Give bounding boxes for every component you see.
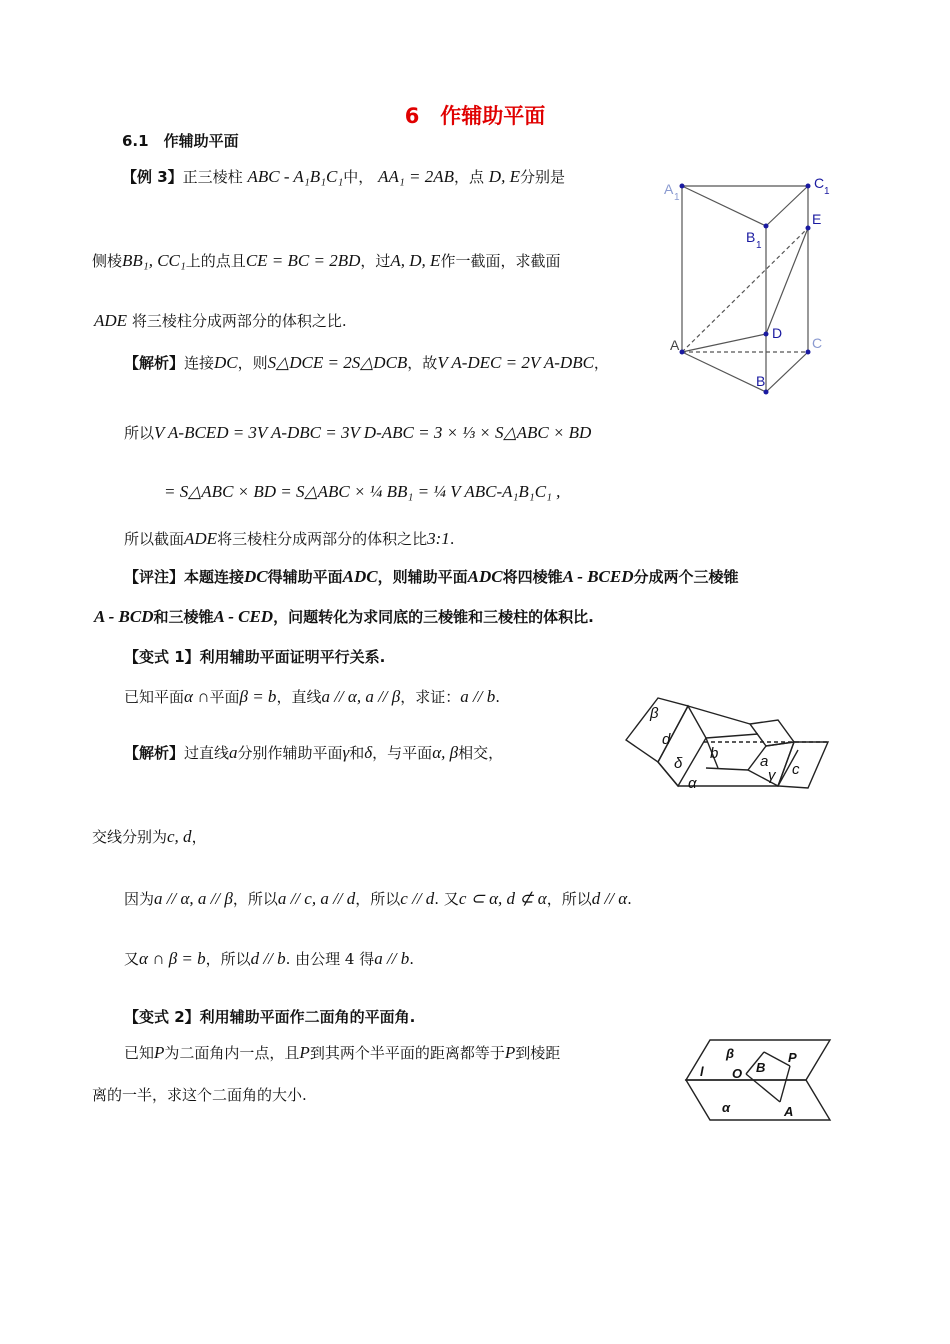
text: ，则辅助平面 (377, 568, 468, 586)
example-line-3 (94, 310, 347, 331)
label-gamma: γ (768, 767, 776, 784)
label-b: b (710, 745, 719, 762)
math: ADE (184, 529, 218, 548)
solution-line-4 (124, 528, 455, 549)
text: 利用辅助平面证明平行关系. (199, 648, 386, 666)
text: 已知平面 (124, 688, 185, 706)
label-c1-sub: 1 (824, 186, 830, 197)
text: ，所以 (205, 950, 251, 968)
variant1-solution-line-4 (124, 948, 414, 969)
label-c: c (792, 761, 800, 778)
math: β = b (239, 687, 277, 706)
text: 所以 (124, 424, 155, 442)
text: . (449, 530, 455, 548)
point-b1 (764, 224, 769, 229)
math: α, β (432, 743, 459, 762)
text: ，所以 (232, 890, 278, 908)
text: 因为 (124, 890, 155, 908)
math: γ (342, 743, 350, 762)
label-c1: C (814, 175, 825, 191)
math: a // c, a // d (277, 889, 356, 908)
text: . (627, 890, 632, 908)
point-d (764, 332, 769, 337)
point-a1 (680, 184, 685, 189)
text: ，直线 (276, 688, 322, 706)
math: δ (364, 743, 373, 762)
math: P (154, 1043, 165, 1062)
label-b: B (756, 1060, 766, 1075)
text: 和 (349, 744, 365, 762)
math: = S△ABC × BD = S△ABC × ¼ BB₁ = ¼ V ABC-A₁B₁C₁ , (164, 482, 561, 501)
text: . (409, 950, 414, 968)
math: c // d (400, 889, 435, 908)
math: ABC - A₁B₁C₁ (247, 167, 344, 186)
text: 侧棱 (92, 252, 123, 270)
prism-figure (660, 172, 840, 402)
text: 分别是 (519, 168, 565, 186)
math: AA₁ = 2AB (378, 167, 454, 186)
text: 将三棱柱分成两部分的体积之比 (217, 530, 428, 548)
text: 分成两个三棱锥 (633, 568, 739, 586)
math: d // α (591, 889, 628, 908)
label-b1-sub: 1 (756, 240, 762, 251)
math: d // b (250, 949, 286, 968)
text: ，点 (454, 168, 485, 186)
math: DC (214, 353, 238, 372)
math: a (229, 743, 238, 762)
label-alpha: α (688, 775, 697, 792)
math: A - BCD (94, 607, 154, 626)
math: a // b (374, 949, 410, 968)
text: 正三棱柱 (182, 168, 243, 186)
variant1-solution-label: 【解析】 (124, 744, 185, 762)
text: ，则 (237, 354, 268, 372)
text: . 由公理 4 得 (285, 950, 375, 968)
label-a: A (670, 337, 680, 353)
text: . 又 (434, 890, 459, 908)
text: ，故 (407, 354, 438, 372)
text: 已知 (124, 1044, 155, 1062)
text: ，所以 (546, 890, 592, 908)
point-c1 (806, 184, 811, 189)
variant1-heading (124, 646, 385, 667)
math: a // α, a // β (321, 687, 401, 706)
point-b (764, 390, 769, 395)
variant2-line-1 (124, 1042, 560, 1063)
page-title: 6 作辅助平面 (404, 104, 546, 128)
solution-label: 【解析】 (124, 354, 185, 372)
label-a1: A (664, 181, 674, 197)
label-delta: δ (674, 755, 683, 772)
label-alpha: α (722, 1100, 731, 1115)
solution-line-2 (124, 422, 591, 443)
label-l: l (700, 1064, 704, 1079)
point-e (806, 226, 811, 231)
math: CE = BC = 2BD (245, 251, 361, 270)
math: a // b (460, 687, 496, 706)
text: 到其两个半平面的距离都等于 (309, 1044, 505, 1062)
dihedral-figure (680, 1030, 860, 1130)
variant2-line-2: 离的一半，求这个二面角的大小. (92, 1086, 307, 1104)
text: 交线分别为 (92, 828, 168, 846)
label-a: a (760, 753, 769, 770)
text: 又 (124, 950, 140, 968)
label-o: O (732, 1066, 743, 1081)
label-c: C (812, 335, 823, 351)
math: S△DCE = 2S△DCB (267, 353, 408, 372)
variant2-label: 【变式 2】 (124, 1008, 200, 1026)
variant1-solution-line-2 (92, 826, 207, 847)
example-line-1 (122, 166, 565, 187)
variant1-question (124, 686, 500, 707)
section-heading: 6.1 作辅助平面 (122, 132, 239, 150)
label-b: B (756, 373, 766, 389)
example-label: 【例 3】 (122, 168, 183, 186)
text: 到棱距 (515, 1044, 561, 1062)
text: 中， (343, 168, 374, 186)
text: 和三棱锥 (153, 608, 214, 626)
label-beta: β (726, 1046, 735, 1061)
text: 过直线 (184, 744, 230, 762)
text: ，过 (360, 252, 391, 270)
math: A - CED (213, 607, 274, 626)
text: ，所以 (355, 890, 401, 908)
point-a (680, 350, 685, 355)
label-p: P (788, 1050, 797, 1065)
text: ，与平面 (372, 744, 433, 762)
text: 分别作辅助平面 (237, 744, 343, 762)
math: D, E (488, 167, 520, 186)
math: DC (244, 567, 268, 586)
text: 利用辅助平面作二面角的平面角. (199, 1008, 416, 1026)
text: 连接 (184, 354, 215, 372)
text: 相交， (458, 744, 504, 762)
label-d: d (662, 731, 671, 748)
planes-figure (618, 690, 858, 800)
text: ， (593, 354, 609, 372)
text: ，问题转化为求同底的三棱锥和三棱柱的体积比. (273, 608, 594, 626)
math: α ∩ (184, 687, 210, 706)
math: ADE (94, 311, 128, 330)
text: 为二面角内一点，且 (164, 1044, 300, 1062)
variant1-solution-line-3 (124, 888, 632, 909)
math: α ∩ β = b (139, 949, 206, 968)
math: P (504, 1043, 516, 1062)
text: 将四棱锥 (502, 568, 563, 586)
math: A, D, E (390, 251, 441, 270)
math: A - BCED (562, 567, 634, 586)
math: ADC (342, 567, 378, 586)
text: 上的点且 (185, 252, 246, 270)
label-a1-sub: 1 (674, 192, 680, 203)
point-c (806, 350, 811, 355)
math: P (299, 1043, 310, 1062)
text: 本题连接 (184, 568, 245, 586)
text: 平面 (209, 688, 240, 706)
solution-line-1 (124, 352, 609, 373)
text: 作一截面，求截面 (440, 252, 561, 270)
math: c ⊂ α, d ⊄ α (458, 889, 547, 908)
math: V A-BCED = 3V A-DBC = 3V D-ABC = 3 × ⅓ × S△ABC × BD (154, 423, 592, 442)
variant1-solution-line-1 (124, 742, 503, 763)
comment-line-1 (124, 566, 739, 587)
math: V A-DEC = 2V A-DBC (437, 353, 594, 372)
text: ，求证： (400, 688, 461, 706)
text: 所以截面 (124, 530, 185, 548)
math: a // α, a // β (154, 889, 233, 908)
math: 3:1 (427, 529, 450, 548)
text: . (495, 688, 500, 706)
label-e: E (812, 211, 822, 227)
solution-line-3 (164, 482, 560, 502)
text: 将三棱柱分成两部分的体积之比. (131, 312, 347, 330)
math: ADC (467, 567, 503, 586)
comment-line-2 (94, 606, 594, 627)
label-beta: β (650, 705, 659, 722)
comment-label: 【评注】 (124, 568, 185, 586)
variant1-label: 【变式 1】 (124, 648, 200, 666)
text: 得辅助平面 (267, 568, 343, 586)
text: ， (191, 828, 207, 846)
label-b1: B (746, 229, 756, 245)
label-a: A (784, 1104, 794, 1119)
math: BB₁, CC₁ (122, 251, 186, 270)
example-line-2 (92, 250, 560, 271)
math: c, d (167, 827, 192, 846)
variant2-heading (124, 1006, 415, 1027)
label-d: D (772, 325, 783, 341)
